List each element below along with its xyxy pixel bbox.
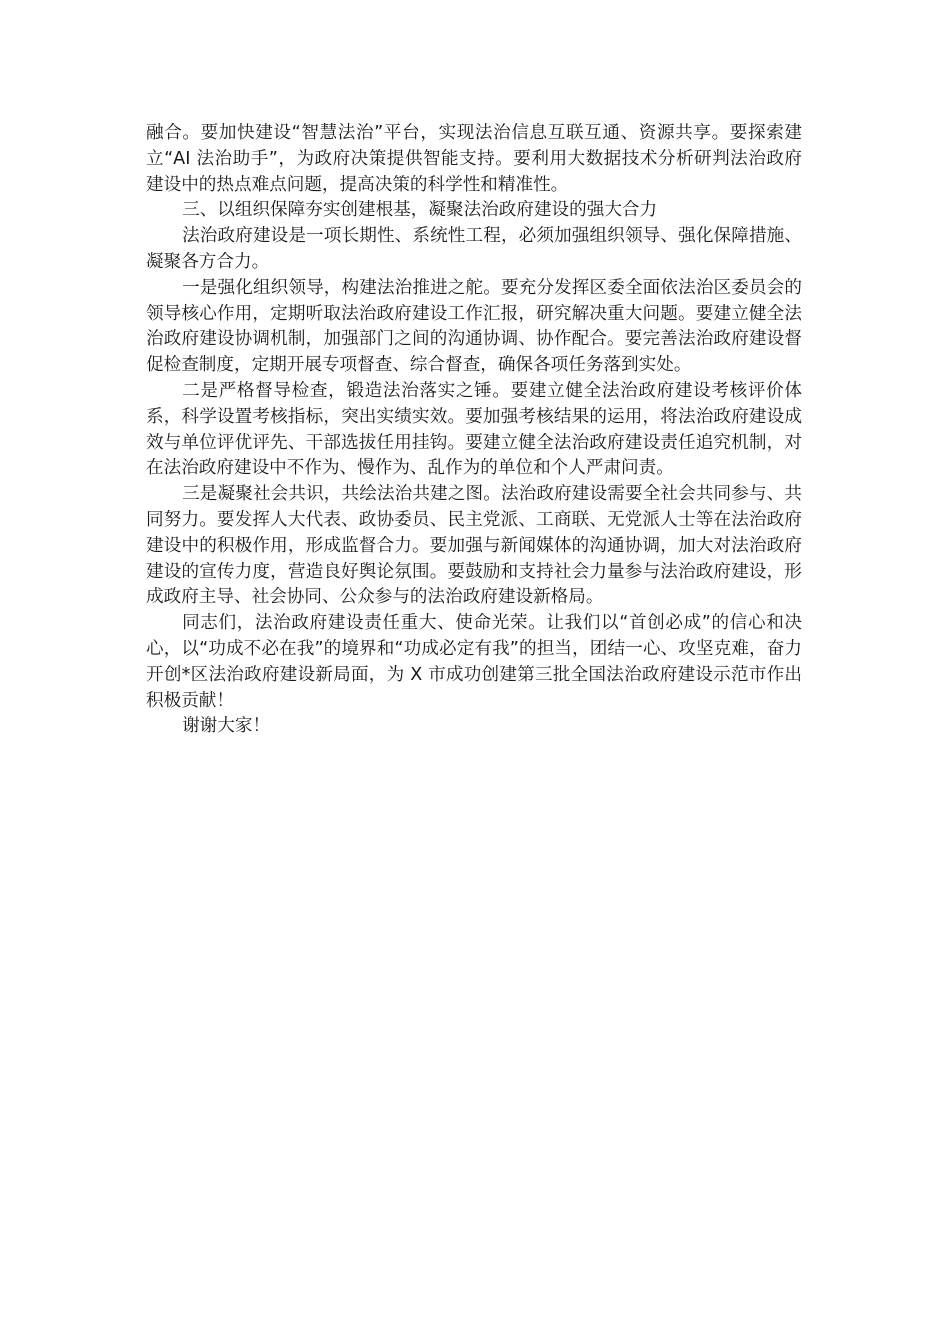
paragraph-intro: 法治政府建设是一项长期性、系统性工程，必须加强组织领导、强化保障措施、凝聚各方合力。: [146, 226, 802, 272]
section-heading-3: 三、以组织保障夯实创建根基，凝聚法治政府建设的强大合力: [182, 200, 658, 221]
paragraph-closing: 同志们，法治政府建设责任重大、使命光荣。让我们以“首创必成”的信心和决心，以“功成不必在我”的境界和“功成必定有我”的担当，团结一心、攻坚克难，奋力开创*区法治政府建设新局面，为 X 市成功创建第三批全国法治政府建设示范市作出积极贡献！: [146, 613, 802, 711]
paragraph-thanks: 谢谢大家！: [182, 716, 271, 737]
paragraph-point-3: 三是凝聚社会共识，共绘法治共建之图。法治政府建设需要全社会共同参与、共同努力。要发挥人大代表、政协委员、民主党派、工商联、无党派人士等在法治政府建设中的积极作用，形成监督合力。要加强与新闻媒体的沟通协调，加大对法治政府建设的宣传力度，营造良好舆论氛围。要鼓励和支持社会力量参与法治政府建设，形成政府主导、社会协同、公众参与的法治政府建设新格局。: [146, 484, 802, 608]
paragraph-point-1: 一是强化组织领导，构建法治推进之舵。要充分发挥区委全面依法治区委员会的领导核心作用，定期听取法治政府建设工作汇报，研究解决重大问题。要建立健全法治政府建设协调机制，加强部门之间的沟通协调、协作配合。要完善法治政府建设督促检查制度，定期开展专项督查、综合督查，确保各项任务落到实处。: [146, 277, 802, 376]
paragraph-continuation: 融合。要加快建设“智慧法治”平台，实现法治信息互联互通、资源共享。要探索建立“AI 法治助手”，为政府决策提供智能支持。要利用大数据技术分析研判法治政府建设中的热点难点问题，提高决策的科学性和精准性。: [146, 123, 802, 195]
paragraph-point-2: 二是严格督导检查，锻造法治落实之锤。要建立健全法治政府建设考核评价体系，科学设置考核指标，突出实绩实效。要加强考核结果的运用，将法治政府建设成效与单位评优评先、干部选拔任用挂钩。要建立健全法治政府建设责任追究机制，对在法治政府建设中不作为、慢作为、乱作为的单位和个人严肃问责。: [146, 380, 802, 479]
document-body: [146, 121, 802, 740]
